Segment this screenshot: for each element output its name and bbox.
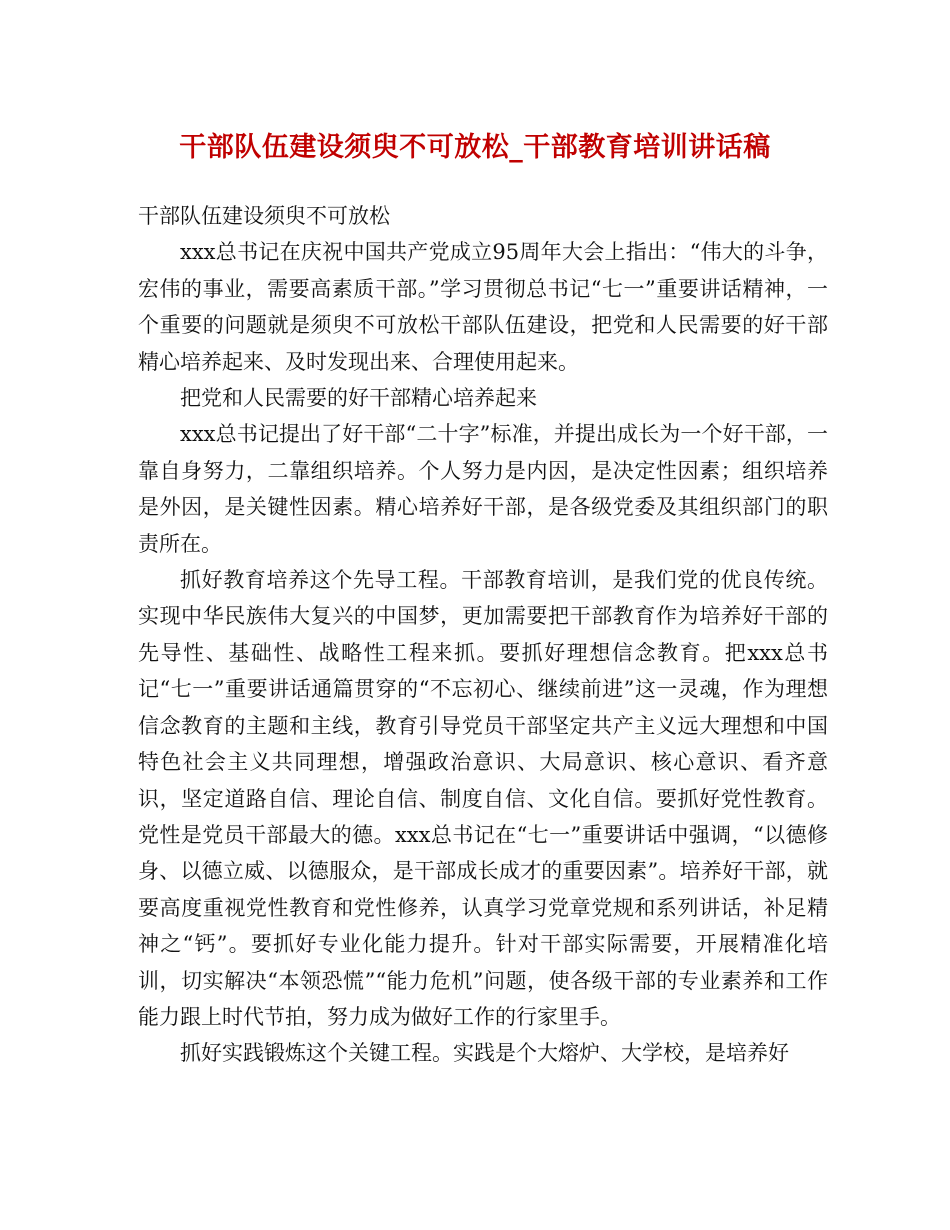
paragraph: xxx总书记在庆祝中国共产党成立95周年大会上指出：“伟大的斗争，宏伟的事业，需要高素质干部。”学习贯彻总书记“七一”重要讲话精神，一个重要的问题就是须臾不可放松干部队伍建设，把党和人民需要的好干部精心培养起来、及时发现出来、合理使用起来。 bbox=[138, 240, 828, 374]
subheading: 把党和人民需要的好干部精心培养起来 bbox=[180, 386, 537, 411]
document-title: 干部队伍建设须臾不可放松_干部教育培训讲话稿 bbox=[179, 132, 771, 163]
document-body bbox=[138, 198, 828, 1072]
paragraph: 抓好实践锻炼这个关键工程。实践是个大熔炉、大学校，是培养好 bbox=[180, 1041, 789, 1066]
section-heading: 干部队伍建设须臾不可放松 bbox=[138, 204, 390, 228]
paragraph: 抓好教育培养这个先导工程。干部教育培训，是我们党的优良传统。实现中华民族伟大复兴的中国梦，更加需要把干部教育作为培养好干部的先导性、基础性、战略性工程来抓。要抓好理想信念教育。把xxx总书记“七一”重要讲话通篇贯穿的“不忘初心、继续前进”这一灵魂，作为理想信念教育的主题和主线，教育引导党员干部坚定共产主义远大理想和中国特色社会主义共同理想，增强政治意识、大局意识、核心意识、看齐意识，坚定道路自信、理论自信、制度自信、文化自信。要抓好党性教育。党性是党员干部最大的德。xxx总书记在“七一”重要讲话中强调，“以德修身、以德立威、以德服众，是干部成长成才的重要因素”。培养好干部，就要高度重视党性教育和党性修养，认真学习党章党规和系列讲话，补足精神之“钙”。要抓好专业化能力提升。针对干部实际需要，开展精准化培训，切实解决“本领恐慌”“能力危机”问题，使各级干部的专业素养和工作能力跟上时代节拍，努力成为做好工作的行家里手。 bbox=[138, 568, 828, 1029]
paragraph: xxx总书记提出了好干部“二十字”标准，并提出成长为一个好干部，一靠自身努力，二靠组织培养。个人努力是内因，是决定性因素；组织培养是外因，是关键性因素。精心培养好干部，是各级党委及其组织部门的职责所在。 bbox=[138, 422, 828, 556]
